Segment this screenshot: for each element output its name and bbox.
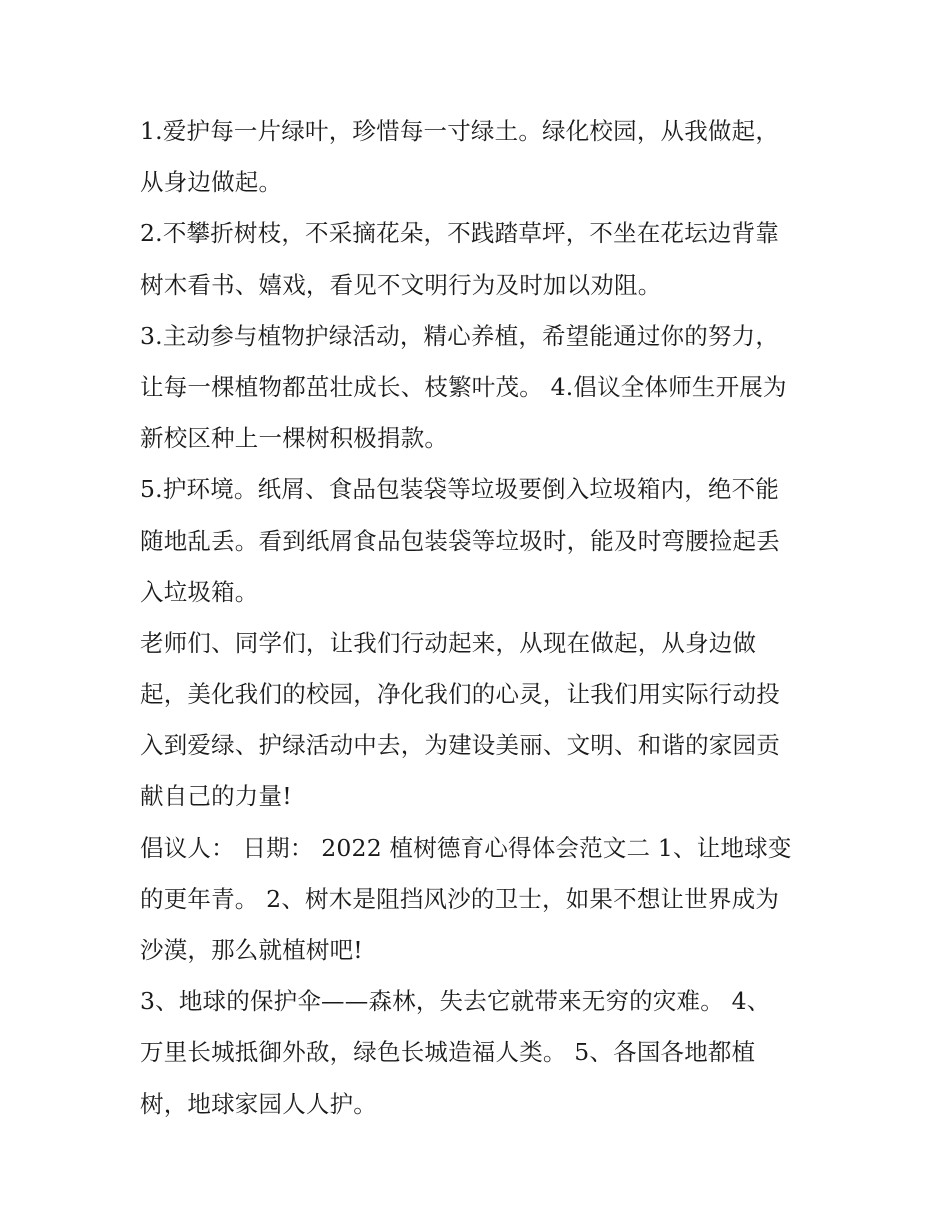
text-line: 1.爱护每一片绿叶，珍惜每一寸绿土。绿化校园，从我做起， <box>140 117 780 145</box>
paragraph-3 <box>140 311 815 465</box>
text-line: 2.不攀折树枝，不采摘花朵，不践踏草坪，不坐在花坛边背靠 <box>140 219 780 248</box>
document-body <box>140 106 815 1130</box>
text-line: 随地乱丢。看到纸屑食品包装袋等垃圾时，能及时弯腰捡起丢 <box>140 526 780 555</box>
text-line: 树木看书、嬉戏，看见不文明行为及时加以劝阻。 <box>140 270 662 299</box>
text-line: 起，美化我们的校园，净化我们的心灵，让我们用实际行动投 <box>140 680 780 709</box>
text-line: 让每一棵植物都茁壮成长、枝繁叶茂。 4.倡议全体师生开展为 <box>140 372 787 401</box>
text-line: 3、地球的保护伞——森林，失去它就带来无穷的灾难。 4、 <box>140 987 771 1016</box>
paragraph-6 <box>140 823 815 977</box>
text-line: 沙漠，那么就植树吧! <box>140 936 363 964</box>
text-line: 5.护环境。纸屑、食品包装袋等垃圾要倒入垃圾箱内，绝不能 <box>140 475 780 504</box>
text-line: 3.主动参与植物护绿活动，精心养植，希望能通过你的努力， <box>140 321 780 350</box>
paragraph-2 <box>140 208 815 310</box>
text-line: 入到爱绿、护绿活动中去，为建设美丽、文明、和谐的家园贡 <box>140 731 780 760</box>
text-line: 从身边做起。 <box>140 168 283 197</box>
text-line: 献自己的力量! <box>140 782 292 811</box>
text-line: 树，地球家园人人护。 <box>140 1089 377 1118</box>
text-line: 倡议人： 日期： 2022 植树德育心得体会范文二 1、让地球变 <box>140 833 792 862</box>
paragraph-1 <box>140 106 815 208</box>
paragraph-7 <box>140 976 815 1130</box>
paragraph-5 <box>140 618 815 823</box>
text-line: 万里长城抵御外敌，绿色长城造福人类。 5、各国各地都植 <box>140 1038 756 1067</box>
text-line: 入垃圾箱。 <box>140 577 259 606</box>
text-line: 的更年青。 2、树木是阻挡风沙的卫士，如果不想让世界成为 <box>140 884 780 913</box>
paragraph-4 <box>140 464 815 618</box>
text-line: 老师们、同学们，让我们行动起来，从现在做起，从身边做 <box>140 628 757 657</box>
text-line: 新校区种上一棵树积极捐款。 <box>140 424 449 453</box>
